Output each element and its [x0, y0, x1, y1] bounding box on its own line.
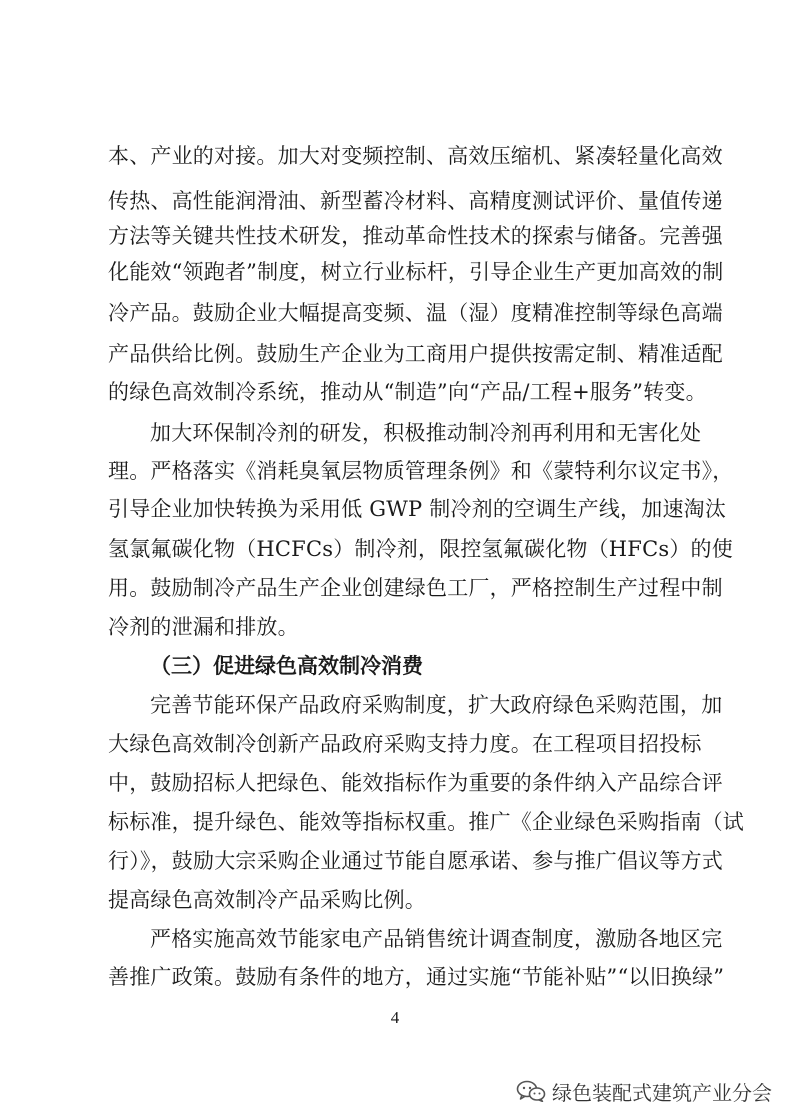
paragraph-line: 方法等关键共性技术研发，推动革命性技术的探索与储备。完善强: [108, 224, 723, 248]
paragraph-line: 本、产业的对接。加大对变频控制、高效压缩机、紧凑轻量化高效: [108, 144, 723, 168]
paragraph-line: 大绿色高效制冷创新产品政府采购支持力度。在工程项目招投标: [108, 732, 702, 756]
paragraph-line: 化能效“领跑者”制度，树立行业标杆，引导企业生产更加高效的制: [108, 260, 724, 284]
paragraph-line: 的绿色高效制冷系统，推动从“制造”向“产品/工程+服务”转变。: [108, 380, 707, 404]
paragraph-line: 冷产品。鼓励企业大幅提高变频、温（湿）度精准控制等绿色高端: [108, 301, 723, 325]
paragraph-line: 完善节能环保产品政府采购制度，扩大政府绿色采购范围，加: [150, 693, 723, 717]
paragraph-line: 冷剂的泄漏和排放。: [108, 615, 299, 639]
paragraph-line: 行）》，鼓励大宗采购企业通过节能自愿承诺、参与推广倡议等方式: [108, 849, 723, 873]
paragraph-line: 用。鼓励制冷产品生产企业创建绿色工厂，严格控制生产过程中制: [108, 576, 723, 600]
paragraph-line: 善推广政策。鼓励有条件的地方，通过实施“节能补贴”“以旧换绿”: [108, 965, 725, 989]
paragraph-line: 严格实施高效节能家电产品销售统计调查制度，激励各地区完: [150, 927, 723, 951]
wechat-icon: [516, 1080, 546, 1102]
paragraph-line: 氢氯氟碳化物（HCFCs）制冷剂，限控氢氟碳化物（HFCs）的使: [108, 537, 733, 561]
section-heading: （三）促进绿色高效制冷消费: [150, 653, 423, 678]
wechat-watermark: [516, 1076, 772, 1106]
watermark-text: 绿色装配式建筑产业分会: [552, 1080, 772, 1105]
paragraph-line: 产品供给比例。鼓励生产企业为工商用户提供按需定制、精准适配: [108, 342, 723, 366]
page-number: 4: [390, 1008, 400, 1027]
paragraph-line: 传热、高性能润滑油、新型蓄冷材料、高精度测试评价、量值传递: [108, 189, 723, 213]
paragraph-line: 引导企业加快转换为采用低 GWP 制冷剂的空调生产线，加速淘汰: [108, 497, 727, 521]
paragraph-line: 加大环保制冷剂的研发，积极推动制冷剂再利用和无害化处: [150, 421, 702, 445]
paragraph-line: 提高绿色高效制冷产品采购比例。: [108, 888, 426, 912]
paragraph-line: 理。严格落实《消耗臭氧层物质管理条例》和《蒙特利尔议定书》，: [108, 459, 734, 483]
paragraph-line: 中，鼓励招标人把绿色、能效指标作为重要的条件纳入产品综合评: [108, 771, 723, 795]
paragraph-line: 标标准，提升绿色、能效等指标权重。推广《企业绿色采购指南（试: [108, 810, 744, 834]
